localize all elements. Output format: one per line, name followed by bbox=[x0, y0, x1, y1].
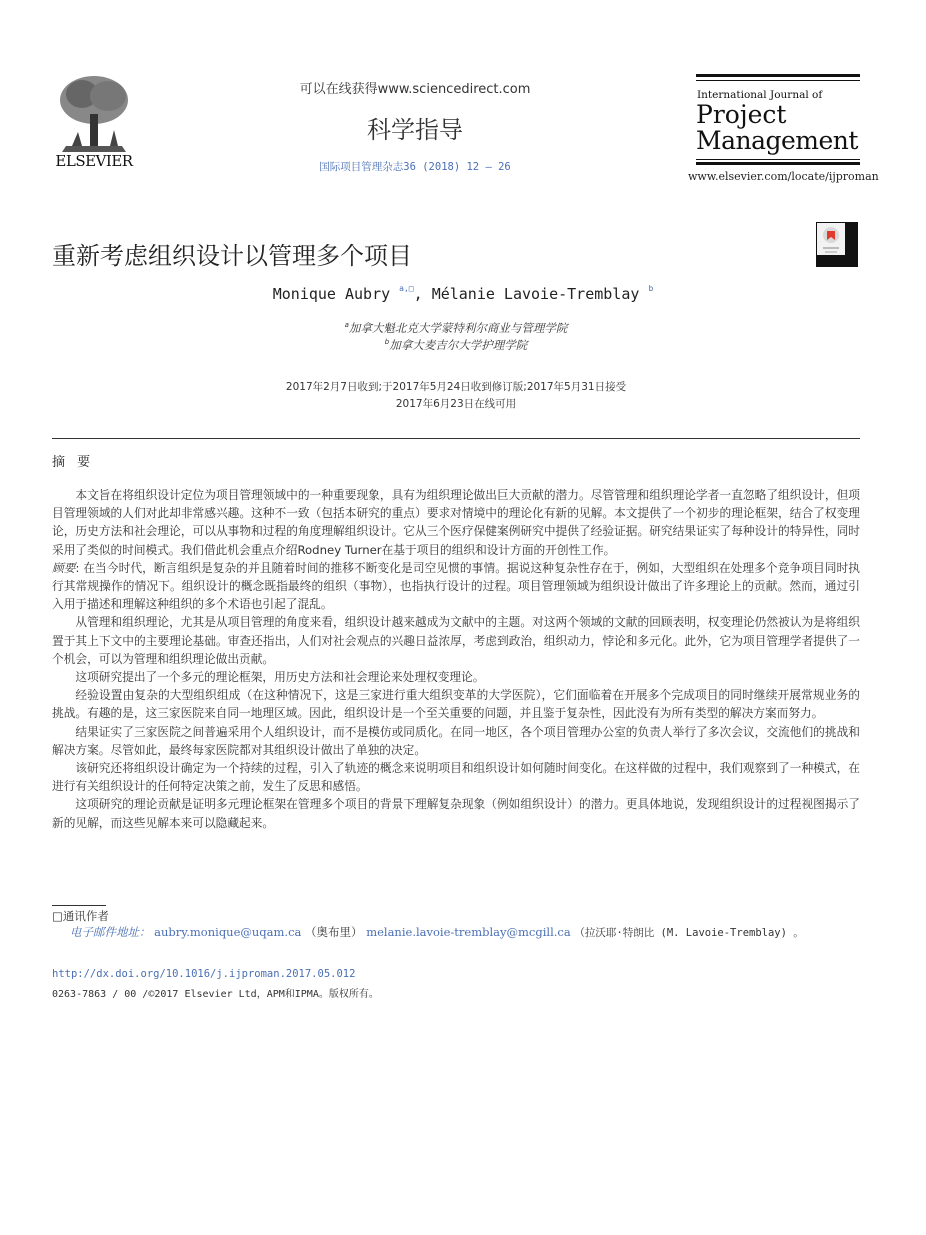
abstract-paragraph: 该研究还将组织设计确定为一个持续的过程，引入了轨迹的概念来说明项目和组织设计如何随时间变化。在这样做的过程中，我们观察到了一种模式，在进行有关组织设计的任何特定决策之前，发生了反思和感悟。 bbox=[52, 761, 860, 794]
elsevier-wordmark: ELSEVIER bbox=[55, 152, 133, 170]
corresponding-author-note bbox=[52, 908, 109, 924]
abstract-paragraph: 经验设置由复杂的大型组织组成（在这种情况下，这是三家进行重大组织变革的大学医院），它们面临着在开展多个完成项目的同时继续开展常规业务的挑战。有趣的是，这三家医院来自同一地理区域。因此，组织设计是一个至关重要的问题，并且鉴于复杂性，因此没有为所有类型的解决方案而努力。 bbox=[52, 688, 860, 721]
email-label: 电子邮件地址： bbox=[70, 925, 151, 939]
affiliation-a bbox=[0, 320, 912, 336]
article-history: 2017年2月7日收到;于2017年5月24日收到修订版;2017年5月31日接受 bbox=[285, 381, 627, 393]
footnote-divider bbox=[52, 905, 106, 906]
doi-link[interactable]: http://dx.doi.org/10.1016/j.ijproman.2017.05.012 bbox=[52, 968, 356, 980]
sciencedirect-line: 可以在线获得www.sciencedirect.com bbox=[299, 82, 531, 97]
journal-logo bbox=[696, 74, 862, 170]
keywords-label: 顾要 bbox=[52, 560, 76, 575]
keywords-paragraph bbox=[52, 559, 860, 614]
affiliation-mark: b bbox=[384, 338, 390, 346]
journal-title-line2: Management bbox=[696, 126, 858, 155]
abstract-paragraph: 从管理和组织理论，尤其是从项目管理的角度来看，组织设计越来越成为文献中的主题。对这两个领域的文献的回顾表明，权变理论仍然被认为是将组织置于其上下文中的主要理论基础。审查还指出，人们对社会观点的兴趣日益浓厚，考虑到政治，组织动力，悖论和多元化。此外，它为项目管理学者提供了一个机会，可以为管理和组织理论做出贡献。 bbox=[52, 615, 860, 666]
abstract-paragraph: 结果证实了三家医院之间普遍采用个人组织设计，而不是模仿或同质化。在同一地区，各个项目管理办公室的负责人举行了多次会议，交流他们的挑战和解决方案。尽管如此，最终每家医院都对其组织设计做出了单独的决定。 bbox=[52, 724, 860, 757]
citation-link[interactable]: 国际项目管理杂志36 (2018) 12 – 26 bbox=[319, 161, 511, 173]
email-owner: （奥布里） bbox=[305, 925, 363, 939]
affiliation-b bbox=[0, 337, 912, 353]
crossmark-badge[interactable] bbox=[816, 222, 858, 267]
copyright-line: 0263-7863 / 00 /©2017 Elsevier Ltd，APM和IPMA。版权所有。 bbox=[52, 989, 379, 1000]
journal-intl-label: International Journal of bbox=[697, 89, 823, 101]
crossmark-icon bbox=[817, 223, 845, 255]
affiliation-mark: a bbox=[344, 321, 349, 329]
journal-name: 科学指导 bbox=[367, 116, 463, 144]
online-date: 2017年6月23日在线可用 bbox=[395, 398, 517, 410]
affiliation-text: 加拿大魁北克大学蒙特利尔商业与管理学院 bbox=[348, 321, 568, 335]
abstract-body bbox=[52, 486, 860, 832]
journal-title-line1: Project bbox=[696, 100, 787, 129]
author-affiliation-mark[interactable]: b bbox=[648, 284, 654, 293]
abstract-paragraph: 这项研究的理论贡献是证明多元理论框架在管理多个项目的背景下理解复杂现象（例如组织设计）的潜力。更具体地说，发现组织设计的过程视图揭示了新的见解，而这些见解本来可以隐藏起来。 bbox=[52, 797, 860, 830]
affiliation-text: 加拿大麦吉尔大学护理学院 bbox=[389, 338, 528, 352]
author-separator: , bbox=[413, 285, 432, 303]
divider bbox=[52, 438, 860, 439]
abstract-paragraph: 本文旨在将组织设计定位为项目管理领域中的一种重要现象，具有为组织理论做出巨大贡献的潜力。尽管管理和组织理论学者一直忽略了组织设计，但项目管理领域的人们对此却非常感兴趣。这种不一致（包括本研究的重点）要求对情境中的理论化有新的见解。本文提供了一个初步的理论框架，结合了权变理论，历史方法和社会理论，可以从事物和过程的角度理解组织设计。它从三个医疗保健案例研究中提供了经验证据。研究结果证实了每种设计的特异性，同时采用了类似的时间模式。我们借此机会重点介绍Rodney Turner在基于项目的组织和设计方面的开创性工作。 bbox=[52, 488, 860, 557]
journal-url[interactable]: www.elsevier.com/locate/ijproman bbox=[688, 170, 879, 183]
keywords-text: : 在当今时代，断言组织是复杂的并且随着时间的推移不断变化是司空见惯的事情。据说这种复杂性存在于，例如，大型组织在处理多个竞争项目同时执行其常规操作的情况下。组织设计的概念既指最终的组织（事物），也指执行设计的过程。项目管理领域为组织设计做出了许多理论上的贡献。然而，通过引入用于描述和理解这种组织的多个术语也引起了混乱。 bbox=[52, 560, 860, 612]
email-footnote bbox=[70, 924, 804, 940]
author-name: Mélanie Lavoie-Tremblay bbox=[431, 285, 640, 303]
abstract-heading: 摘 要 bbox=[52, 455, 95, 470]
article-title: 重新考虑组织设计以管理多个项目 bbox=[52, 242, 412, 270]
author-name: Monique Aubry bbox=[272, 285, 391, 303]
email-link[interactable]: melanie.lavoie-tremblay@mcgill.ca bbox=[366, 925, 571, 939]
author-affiliation-mark[interactable]: a,□ bbox=[399, 284, 414, 293]
email-link[interactable]: aubry.monique@uqam.ca bbox=[154, 925, 302, 939]
email-owner: （拉沃耶·特朗比 (M. Lavoie-Tremblay) 。 bbox=[574, 927, 804, 939]
abstract-paragraph: 这项研究提出了一个多元的理论框架，用历史方法和社会理论来处理权变理论。 bbox=[75, 670, 485, 685]
author-line bbox=[0, 284, 926, 303]
corresponding-label: 通讯作者 bbox=[62, 909, 109, 923]
corresponding-mark: □ bbox=[52, 909, 63, 923]
